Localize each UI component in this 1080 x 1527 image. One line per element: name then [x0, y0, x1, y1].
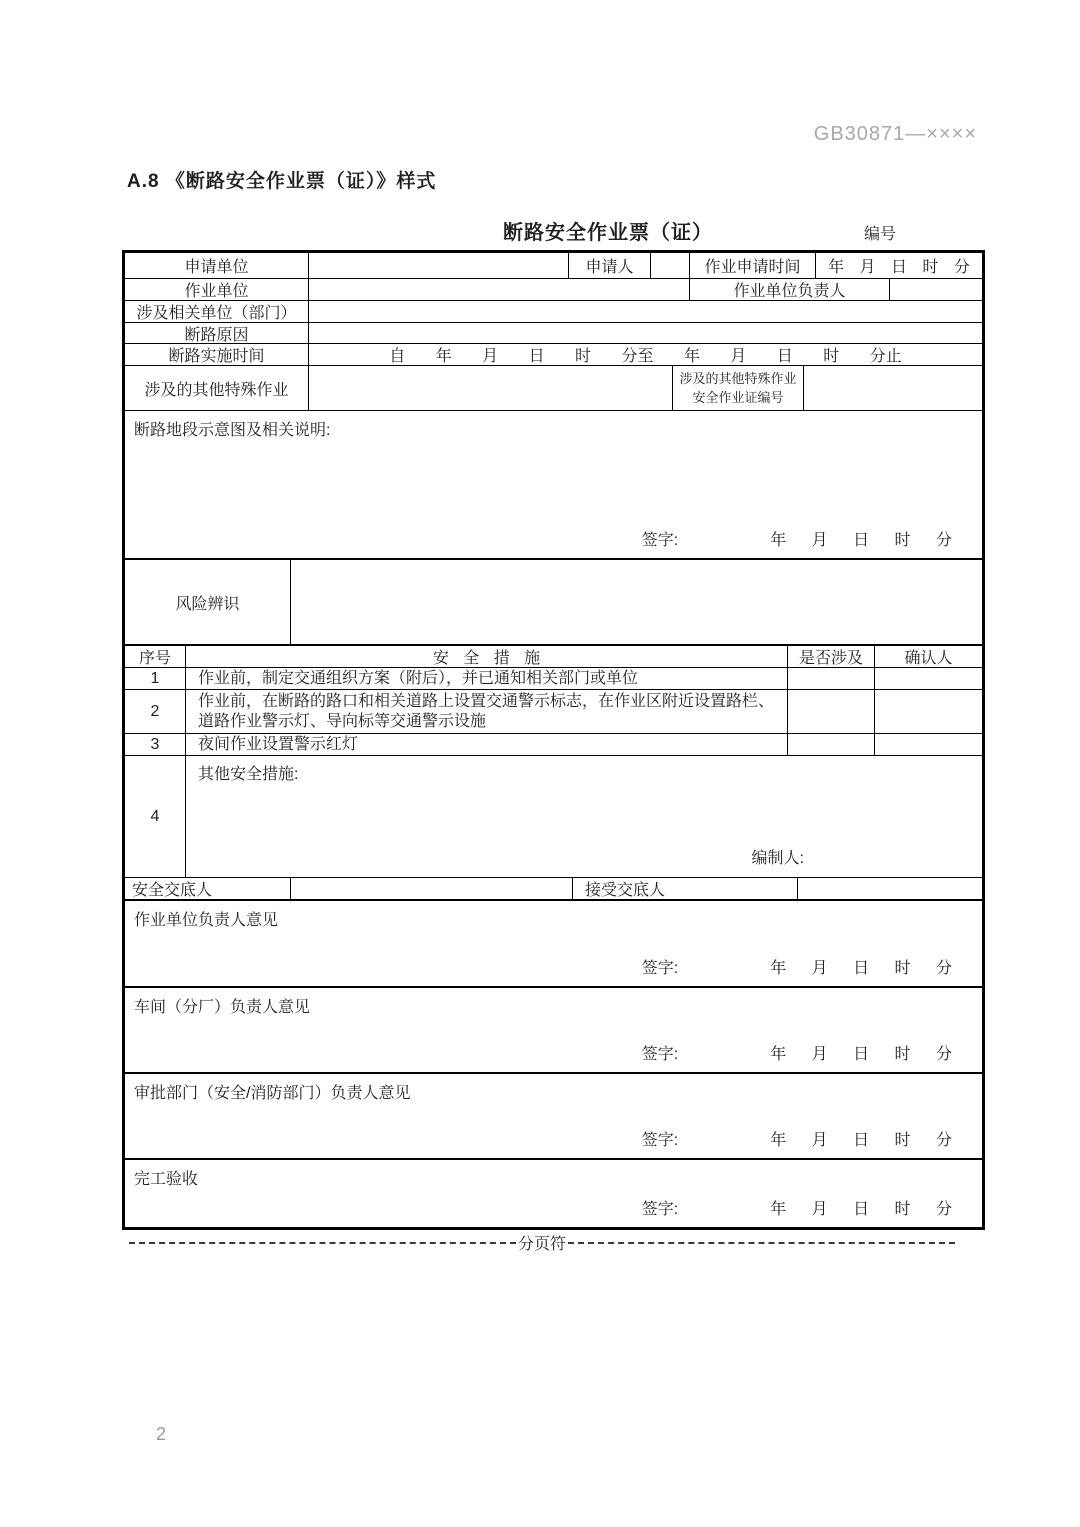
- row-break-reason: [125, 323, 982, 344]
- row-risk: [125, 560, 982, 646]
- work-unit-value-cell: [309, 279, 690, 300]
- apply-time-value-cell: [816, 253, 982, 278]
- work-unit-head-label: 作业单位负责人: [690, 279, 890, 300]
- work-unit-head-value-cell: [890, 279, 982, 300]
- row-measures-header: [125, 646, 982, 668]
- break-time-blanks: 自 年 月 日 时 分至 年 月 日 时 分止: [389, 348, 902, 365]
- related-units-value-cell: [309, 301, 982, 322]
- briefing-receiver-value-cell: [798, 878, 982, 899]
- apply-time-label: 作业申请时间: [690, 253, 816, 278]
- measure-row: [125, 734, 982, 756]
- applicant-value-cell: [651, 253, 690, 278]
- other-measures-cell: [186, 756, 982, 877]
- risk-label: 风险辨识: [125, 560, 291, 644]
- opinion-cell: [125, 1160, 982, 1227]
- measure-no: 4: [125, 756, 186, 877]
- opinion-section: [125, 1074, 982, 1160]
- form-title: 断路安全作业票（证）: [503, 222, 713, 244]
- opinion-cell: [125, 988, 982, 1072]
- row-briefing: [125, 878, 982, 901]
- sign-label: 签字:: [641, 1201, 679, 1218]
- col-measure-header: 安 全 措 施: [186, 646, 788, 667]
- measure-involved-cell: [788, 690, 875, 733]
- opinion-title: 作业单位负责人意见: [134, 912, 279, 929]
- section-heading: A.8 《断路安全作业票（证）》样式: [127, 171, 437, 192]
- page-break-label: 分页符: [518, 1236, 567, 1253]
- sign-label: 签字:: [641, 1132, 679, 1149]
- sign-date-blanks: 年 月 日 时 分: [770, 960, 952, 977]
- measure-no: 1: [125, 668, 186, 689]
- measure-text: 作业前，制定交通组织方案（附后），并已通知相关部门或单位: [186, 668, 788, 689]
- break-reason-value-cell: [309, 323, 982, 343]
- opinion-sign-line: [125, 955, 952, 978]
- opinion-cell: [125, 901, 982, 986]
- measure-involved-cell: [788, 668, 875, 689]
- sign-label: 签字:: [641, 532, 679, 549]
- sign-date-blanks: 年 月 日 时 分: [770, 532, 952, 549]
- opinion-section: [125, 988, 982, 1074]
- opinion-title: 车间（分厂）负责人意见: [134, 999, 311, 1016]
- opinion-title: 审批部门（安全/消防部门）负责人意见: [134, 1085, 411, 1102]
- page-number: 2: [156, 1424, 167, 1444]
- measure-no: 3: [125, 734, 186, 755]
- break-time-label: 断路实施时间: [125, 344, 309, 365]
- other-special-work-value-cell: [309, 366, 673, 410]
- measure-text: 夜间作业设置警示红灯: [186, 734, 788, 755]
- measure-confirmer-cell: [875, 734, 982, 755]
- measure-row: [125, 668, 982, 690]
- page-break-divider: [129, 1231, 955, 1254]
- sign-date-blanks: 年 月 日 时 分: [770, 1046, 952, 1063]
- related-units-label: 涉及相关单位（部门）: [125, 301, 309, 322]
- break-time-value-cell: [309, 344, 982, 365]
- col-involved-header: 是否涉及: [788, 646, 875, 667]
- measure-confirmer-cell: [875, 690, 982, 733]
- serial-number-label: 编号: [864, 226, 897, 243]
- measure-row-other: [125, 756, 982, 878]
- briefing-giver-value-cell: [291, 878, 573, 899]
- applicant-unit-label: 申请单位: [125, 253, 309, 278]
- other-special-work-cert-label: 涉及的其他特殊作业安全作业证编号: [673, 366, 804, 410]
- applicant-label: 申请人: [569, 253, 651, 278]
- other-special-work-cert-value-cell: [804, 366, 982, 410]
- briefing-receiver-label: 接受交底人: [573, 878, 798, 899]
- measure-text: 作业前，在断路的路口和相关道路上设置交通警示标志，在作业区附近设置路栏、道路作业警示灯、导向标等交通警示设施: [186, 690, 788, 733]
- dashed-line: [129, 1242, 516, 1244]
- measure-confirmer-cell: [875, 668, 982, 689]
- sketch-label: 断路地段示意图及相关说明:: [134, 422, 331, 439]
- sketch-sign-line: [125, 527, 952, 550]
- row-sketch: [125, 411, 982, 560]
- sketch-cell: [125, 411, 982, 558]
- sign-date-blanks: 年 月 日 时 分: [770, 1132, 952, 1149]
- opinion-section: [125, 1160, 982, 1227]
- sign-label: 签字:: [641, 1046, 679, 1063]
- row-related-units: [125, 301, 982, 323]
- measure-no: 2: [125, 690, 186, 733]
- briefing-giver-label: 安全交底人: [125, 878, 291, 899]
- row-applicant: [125, 253, 982, 279]
- opinion-sign-line: [125, 1196, 952, 1219]
- other-special-work-label: 涉及的其他特殊作业: [125, 366, 309, 410]
- opinion-sign-line: [125, 1127, 952, 1150]
- row-other-special-work: [125, 366, 982, 411]
- sign-date-blanks: 年 月 日 时 分: [770, 1201, 952, 1218]
- measure-involved-cell: [788, 734, 875, 755]
- opinion-cell: [125, 1074, 982, 1158]
- apply-date-blanks: 年 月 日 时 分: [828, 259, 970, 276]
- applicant-unit-value-cell: [309, 253, 569, 278]
- col-no-header: 序号: [125, 646, 186, 667]
- opinion-section: [125, 901, 982, 988]
- permit-form-table: [122, 250, 985, 1230]
- dashed-line: [568, 1242, 955, 1244]
- compiler-label: 编制人:: [751, 850, 804, 867]
- col-confirmer-header: 确认人: [904, 650, 953, 667]
- sign-label: 签字:: [641, 960, 679, 977]
- work-unit-label: 作业单位: [125, 279, 309, 300]
- row-work-unit: [125, 279, 982, 301]
- row-break-time: [125, 344, 982, 366]
- opinion-title: 完工验收: [134, 1171, 199, 1188]
- risk-value-cell: [291, 560, 982, 644]
- other-measures-label: 其他安全措施:: [198, 766, 299, 783]
- measure-row: [125, 690, 982, 734]
- standard-code: GB30871—××××: [813, 123, 977, 145]
- break-reason-label: 断路原因: [125, 323, 309, 343]
- opinion-sign-line: [125, 1041, 952, 1064]
